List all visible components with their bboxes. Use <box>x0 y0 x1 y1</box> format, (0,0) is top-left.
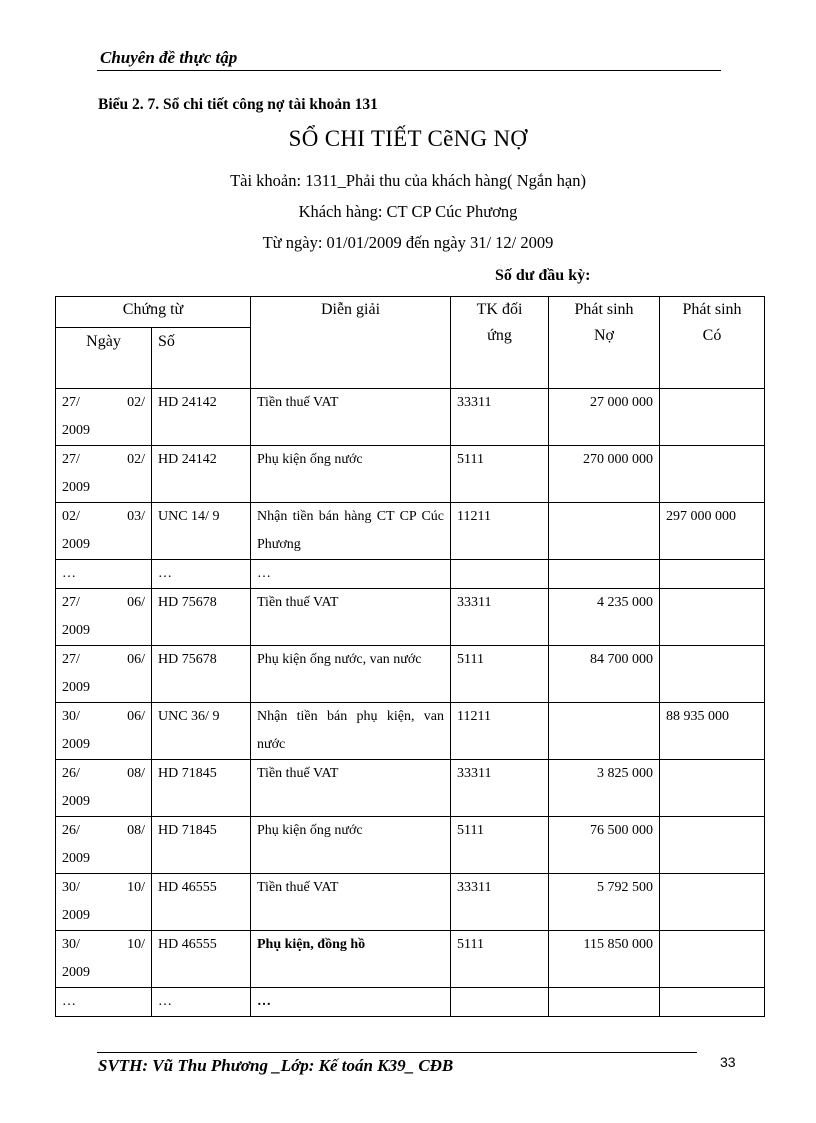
account-cell: 5111 <box>451 817 549 874</box>
date-year: 2009 <box>62 680 90 695</box>
account-cell <box>451 560 549 589</box>
header-account <box>451 297 549 389</box>
account-cell: 5111 <box>451 931 549 988</box>
debit-cell: 5 792 500 <box>549 874 660 931</box>
date-year: 2009 <box>62 480 90 495</box>
debit-cell: 27 000 000 <box>549 389 660 446</box>
voucher-number-cell: HD 71845 <box>152 760 251 817</box>
description-cell: Tiền thuế VAT <box>251 389 451 446</box>
date-month: 10/ <box>127 937 145 952</box>
date-day: 27/ <box>62 395 80 410</box>
account-cell: 11211 <box>451 703 549 760</box>
description-cell: … <box>251 988 451 1017</box>
ledger-title: SỔ CHI TIẾT CẽNG NỢ <box>288 126 528 151</box>
header-debit <box>549 297 660 389</box>
table-row <box>56 446 765 503</box>
credit-cell <box>660 389 765 446</box>
debit-cell: 3 825 000 <box>549 760 660 817</box>
table-row <box>56 646 765 703</box>
debit-cell: 115 850 000 <box>549 931 660 988</box>
description-cell: Nhận tiền bán hàng CT CP Cúc Phương <box>251 503 451 560</box>
date-month: 06/ <box>127 709 145 724</box>
header-credit-l1: Phát sinh <box>682 301 742 318</box>
debit-cell: 4 235 000 <box>549 589 660 646</box>
header-rule <box>97 70 721 71</box>
footer-author: SVTH: Vũ Thu Phương _Lớp: Kế toán K39_ CĐB <box>98 1056 454 1075</box>
debit-cell <box>549 703 660 760</box>
date-day: … <box>62 566 76 581</box>
running-header-title: Chuyên đề thực tập <box>100 48 238 67</box>
account-cell: 5111 <box>451 446 549 503</box>
credit-cell <box>660 646 765 703</box>
header-voucher: Chứng từ <box>56 297 251 328</box>
date-month: 06/ <box>127 595 145 610</box>
description-cell: Phụ kiện ống nước, van nước <box>251 646 451 703</box>
date-day: 26/ <box>62 823 80 838</box>
date-cell <box>56 988 152 1017</box>
account-cell: 33311 <box>451 874 549 931</box>
table-row <box>56 931 765 988</box>
date-year: 2009 <box>62 423 90 438</box>
description-cell: Phụ kiện, đồng hồ <box>251 931 451 988</box>
period-line: Từ ngày: 01/01/2009 đến ngày 31/ 12/ 2009 <box>262 233 554 252</box>
voucher-number-cell: HD 71845 <box>152 817 251 874</box>
date-cell <box>56 817 152 874</box>
opening-balance-label: Số dư đầu kỳ: <box>495 267 591 284</box>
date-day: 30/ <box>62 709 80 724</box>
debit-cell <box>549 988 660 1017</box>
date-month: 10/ <box>127 880 145 895</box>
voucher-number-cell: HD 46555 <box>152 874 251 931</box>
date-month: 08/ <box>127 766 145 781</box>
account-cell: 33311 <box>451 389 549 446</box>
voucher-number-cell: HD 24142 <box>152 446 251 503</box>
voucher-number-cell: HD 46555 <box>152 931 251 988</box>
customer-line: Khách hàng: CT CP Cúc Phương <box>298 202 518 221</box>
credit-cell <box>660 589 765 646</box>
voucher-number-cell: HD 75678 <box>152 589 251 646</box>
description-cell: … <box>251 560 451 589</box>
voucher-number-cell: … <box>152 988 251 1017</box>
account-cell: 33311 <box>451 760 549 817</box>
date-month: 02/ <box>127 395 145 410</box>
account-line: Tài khoản: 1311_Phải thu của khách hàng( Ngắn hạn) <box>230 171 586 190</box>
header-credit-l2: Có <box>702 327 722 344</box>
date-month: 02/ <box>127 452 145 467</box>
account-cell: 33311 <box>451 589 549 646</box>
date-cell <box>56 760 152 817</box>
header-debit-l2: Nợ <box>593 327 614 344</box>
date-year: 2009 <box>62 537 90 552</box>
date-year: 2009 <box>62 794 90 809</box>
date-month: 06/ <box>127 652 145 667</box>
debit-cell <box>549 503 660 560</box>
page-number: 33 <box>720 1054 736 1070</box>
table-row <box>56 988 765 1017</box>
date-day: 27/ <box>62 652 80 667</box>
table-row <box>56 703 765 760</box>
credit-cell: 297 000 000 <box>660 503 765 560</box>
credit-cell <box>660 560 765 589</box>
table-row <box>56 503 765 560</box>
credit-cell <box>660 446 765 503</box>
date-cell <box>56 589 152 646</box>
description-cell: Nhận tiền bán phụ kiện, van nước <box>251 703 451 760</box>
date-cell <box>56 560 152 589</box>
date-cell <box>56 389 152 446</box>
table-row <box>56 560 765 589</box>
date-cell <box>56 931 152 988</box>
description-cell: Phụ kiện ống nước <box>251 817 451 874</box>
header-account-l1: TK đối <box>476 301 523 318</box>
header-date: Ngày <box>56 328 152 389</box>
credit-cell <box>660 988 765 1017</box>
header-description: Diễn giải <box>251 297 451 389</box>
debit-cell: 270 000 000 <box>549 446 660 503</box>
date-day: 02/ <box>62 509 80 524</box>
date-cell <box>56 503 152 560</box>
header-account-l2: ứng <box>487 327 512 344</box>
date-month: 08/ <box>127 823 145 838</box>
credit-cell <box>660 931 765 988</box>
debit-cell <box>549 560 660 589</box>
table-row <box>56 389 765 446</box>
date-year: 2009 <box>62 737 90 752</box>
date-day: 30/ <box>62 937 80 952</box>
header-number: Số <box>152 328 251 389</box>
account-cell <box>451 988 549 1017</box>
voucher-number-cell: HD 75678 <box>152 646 251 703</box>
table-row <box>56 760 765 817</box>
date-year: 2009 <box>62 908 90 923</box>
table-row <box>56 874 765 931</box>
date-year: 2009 <box>62 965 90 980</box>
date-month: 03/ <box>127 509 145 524</box>
voucher-number-cell: UNC 14/ 9 <box>152 503 251 560</box>
credit-cell: 88 935 000 <box>660 703 765 760</box>
credit-cell <box>660 760 765 817</box>
debit-cell: 84 700 000 <box>549 646 660 703</box>
description-cell: Phụ kiện ống nước <box>251 446 451 503</box>
table-row <box>56 817 765 874</box>
description-cell: Tiền thuế VAT <box>251 760 451 817</box>
description-cell: Tiền thuế VAT <box>251 874 451 931</box>
date-cell <box>56 874 152 931</box>
credit-cell <box>660 817 765 874</box>
voucher-number-cell: UNC 36/ 9 <box>152 703 251 760</box>
date-cell <box>56 446 152 503</box>
date-day: 26/ <box>62 766 80 781</box>
date-year: 2009 <box>62 623 90 638</box>
header-debit-l1: Phát sinh <box>574 301 634 318</box>
date-day: 27/ <box>62 595 80 610</box>
voucher-number-cell: HD 24142 <box>152 389 251 446</box>
credit-cell <box>660 874 765 931</box>
date-day: … <box>62 994 76 1009</box>
voucher-number-cell: … <box>152 560 251 589</box>
footer-rule <box>97 1052 697 1053</box>
header-credit <box>660 297 765 389</box>
date-cell <box>56 646 152 703</box>
ledger-table <box>55 296 765 1017</box>
date-day: 27/ <box>62 452 80 467</box>
date-year: 2009 <box>62 851 90 866</box>
ledger-body <box>56 389 765 1017</box>
date-day: 30/ <box>62 880 80 895</box>
date-cell <box>56 703 152 760</box>
table-row <box>56 589 765 646</box>
account-cell: 11211 <box>451 503 549 560</box>
figure-caption: Biểu 2. 7. Sổ chi tiết công nợ tài khoản 131 <box>98 96 378 113</box>
description-cell: Tiền thuế VAT <box>251 589 451 646</box>
debit-cell: 76 500 000 <box>549 817 660 874</box>
account-cell: 5111 <box>451 646 549 703</box>
